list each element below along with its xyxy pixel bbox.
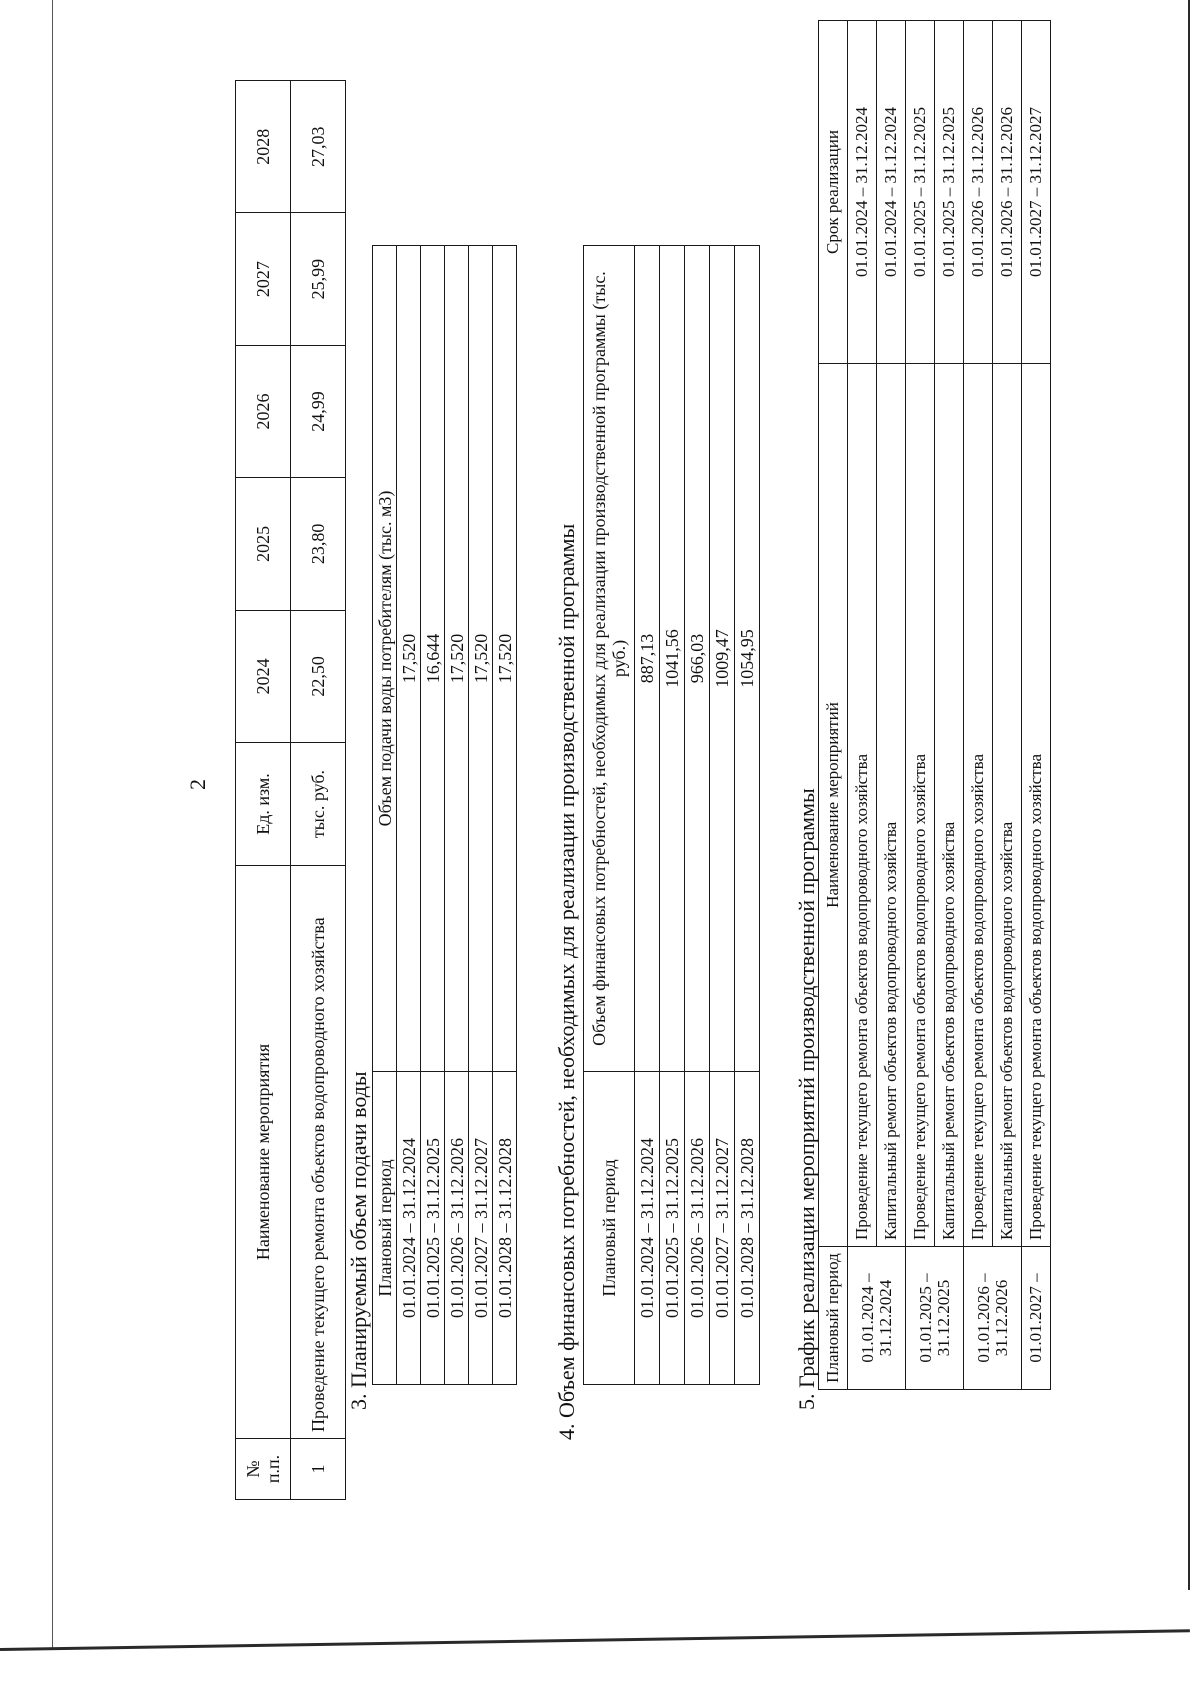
table-cell: 24,99 bbox=[291, 345, 346, 477]
table-cell: 01.01.2026 – 31.12.2026 bbox=[964, 21, 993, 364]
header-cell: 2024 bbox=[236, 610, 291, 742]
table-cell: Проведение текущего ремонта объектов водопроводного хозяйства bbox=[848, 364, 877, 1247]
table-row bbox=[469, 246, 493, 1385]
table-row bbox=[445, 246, 469, 1385]
header-cell: Плановый период bbox=[373, 1072, 397, 1385]
table-row bbox=[906, 21, 935, 1390]
table-cell: 01.01.2026 – 31.12.2026 bbox=[445, 1072, 469, 1385]
table-cell: Проведение текущего ремонта объектов водопроводного хозяйства bbox=[906, 364, 935, 1247]
table-cell: 17,520 bbox=[469, 246, 493, 1072]
table-cell: Проведение текущего ремонта объектов водопроводного хозяйства bbox=[964, 364, 993, 1247]
table-cell: Капитальный ремонт объектов водопроводного хозяйства bbox=[877, 364, 906, 1247]
table-cell: 01.01.2025 – 31.12.2025 bbox=[935, 21, 964, 364]
rotated-document-page bbox=[185, 10, 1200, 1560]
table-row bbox=[877, 21, 906, 1390]
period-cell: 01.01.2024 – 31.12.2024 bbox=[848, 1247, 906, 1390]
table-header-row bbox=[373, 246, 397, 1385]
scan-frame-bottom bbox=[0, 1629, 1190, 1651]
header-cell: 2027 bbox=[236, 213, 291, 345]
header-cell: 2025 bbox=[236, 478, 291, 610]
table-cell: Капитальный ремонт объектов водопроводного хозяйства bbox=[935, 364, 964, 1247]
header-cell: Наименование мероприятий bbox=[819, 364, 848, 1247]
table-cell: 01.01.2024 – 31.12.2024 bbox=[635, 1072, 660, 1385]
table-cell: 01.01.2026 – 31.12.2026 bbox=[993, 21, 1022, 364]
header-cell: Ед. изм. bbox=[236, 743, 291, 866]
table-row bbox=[493, 246, 517, 1385]
table-cell: 1009,47 bbox=[710, 246, 735, 1072]
table-cell: 01.01.2028 – 31.12.2028 bbox=[735, 1072, 760, 1385]
table-row bbox=[291, 81, 346, 1500]
table-cell: 17,520 bbox=[397, 246, 421, 1072]
table-cell: 01.01.2027 – 31.12.2027 bbox=[710, 1072, 735, 1385]
table-cell: 01.01.2027 – 31.12.2027 bbox=[1022, 21, 1051, 364]
header-cell: Объем подачи воды потребителям (тыс. м3) bbox=[373, 246, 397, 1072]
table-cell: 25,99 bbox=[291, 213, 346, 345]
table-cell: Проведение текущего ремонта объектов водопроводного хозяйства bbox=[1022, 364, 1051, 1247]
table-cell: 22,50 bbox=[291, 610, 346, 742]
table-row bbox=[848, 21, 877, 1390]
section-3-title: 3. Планируемый объем подачи воды bbox=[346, 1071, 371, 1410]
table-cell: 01.01.2024 – 31.12.2024 bbox=[397, 1072, 421, 1385]
table-row bbox=[710, 246, 735, 1385]
table-row bbox=[635, 246, 660, 1385]
table-cell: 01.01.2025 – 31.12.2025 bbox=[421, 1072, 445, 1385]
table-row bbox=[397, 246, 421, 1385]
table-cell: 01.01.2026 – 31.12.2026 bbox=[685, 1072, 710, 1385]
table-cell: 01.01.2028 – 31.12.2028 bbox=[493, 1072, 517, 1385]
table-row bbox=[993, 21, 1022, 1390]
period-cell: 01.01.2026 – 31.12.2026 bbox=[964, 1247, 1022, 1390]
header-cell: 2028 bbox=[236, 81, 291, 213]
table-cell: 1041,56 bbox=[660, 246, 685, 1072]
header-cell: Объем финансовых потребностей, необходимых для реализации производственной программы (тыс. руб.) bbox=[584, 246, 635, 1072]
table-cell: 1054,95 bbox=[735, 246, 760, 1072]
measures-cost-table bbox=[235, 80, 346, 1500]
header-cell: Срок реализации bbox=[819, 21, 848, 364]
table-cell: 01.01.2025 – 31.12.2025 bbox=[660, 1072, 685, 1385]
financial-needs-table bbox=[583, 245, 760, 1385]
table-row bbox=[935, 21, 964, 1390]
table-cell: 966,03 bbox=[685, 246, 710, 1072]
page-number: 2 bbox=[185, 779, 210, 790]
table-cell: Капитальный ремонт объектов водопроводного хозяйства bbox=[993, 364, 1022, 1247]
table-row bbox=[660, 246, 685, 1385]
table-header-row bbox=[584, 246, 635, 1385]
section-4-title: 4. Объем финансовых потребностей, необходимых для реализации производственной программы bbox=[554, 523, 579, 1440]
water-supply-volume-table bbox=[372, 245, 517, 1385]
header-cell: 2026 bbox=[236, 345, 291, 477]
table-cell: 1 bbox=[291, 1439, 346, 1500]
table-cell: 01.01.2025 – 31.12.2025 bbox=[906, 21, 935, 364]
header-cell: № п.п. bbox=[236, 1439, 291, 1500]
table-header-row bbox=[236, 81, 291, 1500]
table-cell: 17,520 bbox=[493, 246, 517, 1072]
period-cell: 01.01.2027 – bbox=[1022, 1247, 1051, 1390]
table-cell: Проведение текущего ремонта объектов водопроводного хозяйства bbox=[291, 866, 346, 1439]
table-cell: 16,644 bbox=[421, 246, 445, 1072]
table-cell: 23,80 bbox=[291, 478, 346, 610]
schedule-table bbox=[818, 20, 1051, 1390]
table-cell: тыс. руб. bbox=[291, 743, 346, 866]
table-cell: 17,520 bbox=[445, 246, 469, 1072]
table-row bbox=[1022, 21, 1051, 1390]
table-row bbox=[735, 246, 760, 1385]
table-row bbox=[685, 246, 710, 1385]
table-header-row bbox=[819, 21, 848, 1390]
scan-frame-left bbox=[52, 0, 53, 1650]
header-cell: Плановый период bbox=[819, 1247, 848, 1390]
section-5-title: 5. График реализации мероприятий производственной программы bbox=[794, 788, 819, 1410]
table-cell: 01.01.2024 – 31.12.2024 bbox=[877, 21, 906, 364]
table-cell: 01.01.2027 – 31.12.2027 bbox=[469, 1072, 493, 1385]
header-cell: Плановый период bbox=[584, 1072, 635, 1385]
header-cell: Наименование мероприятия bbox=[236, 866, 291, 1439]
table-row bbox=[964, 21, 993, 1390]
table-cell: 27,03 bbox=[291, 81, 346, 213]
table-cell: 01.01.2024 – 31.12.2024 bbox=[848, 21, 877, 364]
period-cell: 01.01.2025 – 31.12.2025 bbox=[906, 1247, 964, 1390]
table-cell: 887,13 bbox=[635, 246, 660, 1072]
table-row bbox=[421, 246, 445, 1385]
